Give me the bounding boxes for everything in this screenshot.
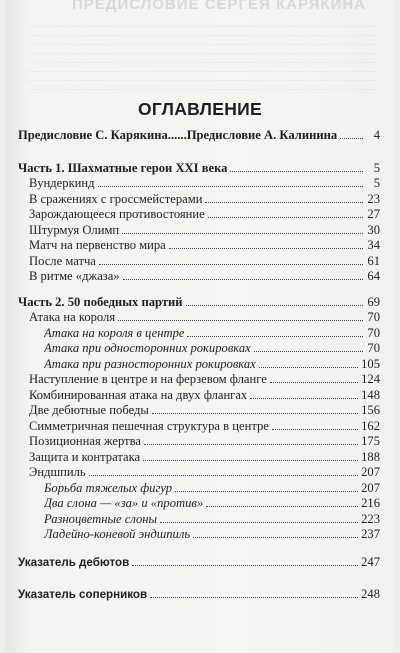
toc-entry[interactable] [18, 465, 380, 481]
toc-page: 156 [361, 403, 380, 417]
toc-page: 4 [373, 128, 380, 142]
toc-title: Ладейно-коневой эндшпиль [44, 527, 191, 541]
toc-page: 105 [361, 356, 380, 371]
toc-title: Атака на короля в центре [44, 325, 185, 340]
toc-entry[interactable] [18, 419, 380, 435]
toc-title: Атака на короля [29, 310, 116, 324]
toc-title: Вундеркинд [29, 176, 95, 190]
toc-page: 247 [361, 554, 380, 569]
toc-page: 207 [361, 480, 380, 495]
toc-page: 5 [373, 160, 380, 175]
toc-page: 5 [373, 176, 380, 190]
toc-entry[interactable] [18, 223, 380, 239]
toc-title: Позиционная жертва [29, 434, 142, 448]
toc-title: Две дебютные победы [29, 403, 149, 417]
toc-title: После матча [29, 253, 96, 268]
dot-leader [205, 202, 363, 203]
toc-index-openings[interactable] [18, 555, 380, 571]
toc-title: Предисловие С. Карякина......Предисловие А. Калинина [18, 128, 338, 142]
dot-leader [259, 367, 358, 368]
toc-title: Борьба тяжелых фигур [44, 480, 173, 495]
toc-entry[interactable] [18, 192, 380, 208]
dot-leader [123, 279, 363, 280]
toc-entry[interactable] [18, 269, 380, 285]
toc-page: 64 [367, 269, 380, 283]
toc-title: Матч на первенство мира [29, 238, 166, 252]
dot-leader [98, 186, 363, 187]
toc-index-opponents[interactable] [18, 587, 380, 603]
toc-page: 69 [367, 294, 380, 309]
toc-subentry[interactable] [18, 326, 380, 342]
toc-title: Эндшпиль [29, 465, 86, 479]
toc-entry[interactable] [18, 388, 380, 404]
dot-leader [152, 413, 358, 414]
dot-leader [206, 506, 358, 507]
toc-preface[interactable] [18, 128, 380, 144]
toc-page: 23 [367, 191, 380, 206]
dot-leader [150, 597, 358, 598]
dot-leader [160, 522, 358, 523]
toc-page: 70 [367, 310, 380, 324]
toc-subentry[interactable] [18, 496, 380, 512]
toc-page: 34 [367, 238, 380, 252]
toc-title: Часть 1. Шахматные герои XXI века [18, 160, 228, 175]
toc-page: 188 [361, 449, 380, 464]
dot-leader [186, 305, 363, 306]
toc-page: 237 [361, 527, 380, 541]
toc-subentry[interactable] [18, 357, 380, 373]
toc-entry[interactable] [18, 254, 380, 270]
toc-subentry[interactable] [18, 527, 380, 543]
toc-title: Штурмуя Олимп [29, 222, 120, 237]
dot-leader [122, 233, 363, 234]
dot-leader [254, 351, 363, 352]
bleed-through-heading: ПРЕДИСЛОВИЕ СЕРГЕЯ КАРЯКИНА [72, 0, 366, 13]
toc-title: Указатель дебютов [18, 555, 130, 569]
toc-entry[interactable] [18, 207, 380, 223]
toc-title: Указатель соперников [18, 588, 148, 601]
toc-entry[interactable] [18, 403, 380, 419]
dot-leader [144, 444, 358, 445]
toc-title: Защита и контратака [29, 449, 141, 464]
toc-title: Часть 2. 50 победных партий [18, 294, 183, 309]
dot-leader [175, 491, 358, 492]
dot-leader [193, 537, 358, 538]
dot-leader [143, 460, 358, 461]
toc-page: 175 [361, 434, 380, 448]
toc-title: Комбинированная атака на двух флангах [29, 387, 248, 402]
dot-leader [208, 217, 363, 218]
bleed-through-lines [28, 26, 376, 96]
toc-page: 70 [367, 341, 380, 355]
toc-page: 207 [361, 465, 380, 479]
toc-page: 223 [361, 511, 380, 526]
dot-leader [272, 429, 358, 430]
dot-leader [187, 336, 363, 337]
dot-leader [89, 475, 358, 476]
dot-leader [118, 320, 363, 321]
toc-entry[interactable] [18, 310, 380, 326]
toc-subentry[interactable] [18, 481, 380, 497]
dot-leader [132, 565, 358, 566]
dot-leader [230, 171, 363, 172]
toc-page: 124 [361, 372, 380, 386]
toc-title: Атака при разносторонних рокировках [44, 356, 256, 371]
toc-part-1[interactable] [18, 161, 380, 177]
toc-entry[interactable] [18, 176, 380, 192]
toc-page: 216 [361, 496, 380, 510]
dot-leader [169, 248, 363, 249]
toc-title: Атака при односторонних рокировках [44, 341, 251, 355]
toc-title: Зарождающееся противостояние [29, 207, 205, 221]
toc-page: 30 [367, 222, 380, 237]
toc-subentry[interactable] [18, 512, 380, 528]
toc-page: 70 [367, 325, 380, 340]
toc-entry[interactable] [18, 450, 380, 466]
toc-part-2[interactable] [18, 295, 380, 311]
toc-subentry[interactable] [18, 341, 380, 357]
dot-leader [340, 138, 363, 139]
toc-page: 61 [367, 253, 380, 268]
toc-title: Разноцветные слоны [44, 511, 158, 526]
dot-leader [270, 382, 358, 383]
toc-entry[interactable] [18, 372, 380, 388]
dot-leader [99, 264, 363, 265]
book-page [6, 0, 394, 653]
page-title: ОГЛАВЛЕНИЕ [137, 99, 263, 119]
table-of-contents [18, 128, 380, 603]
toc-entry[interactable] [18, 434, 380, 450]
toc-title: В сражениях с гроссмейстерами [29, 191, 203, 206]
toc-page: 148 [361, 387, 380, 402]
toc-page: 27 [367, 207, 380, 221]
toc-entry[interactable] [18, 238, 380, 254]
toc-title: Наступление в центре и на ферзевом фланге [29, 372, 267, 386]
dot-leader [250, 398, 358, 399]
toc-title: В ритме «джаза» [29, 269, 120, 283]
toc-title: Симметричная пешечная структура в центре [29, 418, 269, 433]
toc-page: 162 [361, 418, 380, 433]
toc-page: 248 [361, 587, 380, 601]
toc-title: Два слона — «за» и «против» [44, 496, 204, 510]
